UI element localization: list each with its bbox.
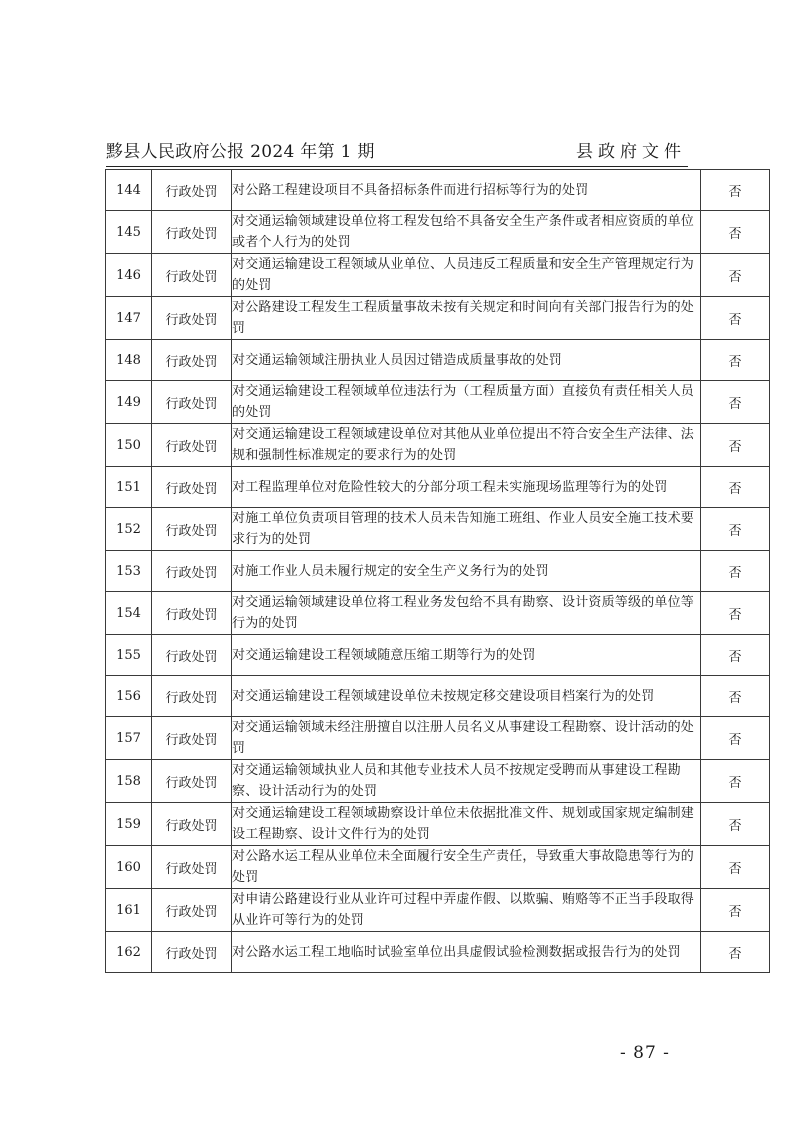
power-item-cell: 对公路水运工程从业单位未全面履行安全生产责任，导致重大事故隐患等行为的处罚 (232, 846, 701, 889)
power-item-cell: 对公路建设工程发生工程质量事故未按有关规定和时间向有关部门报告行为的处罚 (232, 297, 701, 340)
row-number: 159 (106, 803, 152, 846)
row-number: 146 (106, 254, 152, 297)
table-row (106, 211, 770, 254)
table-row (106, 676, 770, 717)
power-type-cell: 行政处罚 (152, 508, 232, 551)
row-number: 152 (106, 508, 152, 551)
flag-cell: 否 (701, 508, 770, 551)
power-item-cell: 对交通运输领域注册执业人员因过错造成质量事故的处罚 (232, 340, 701, 381)
flag-cell: 否 (701, 635, 770, 676)
page-number: - 87 - (620, 1043, 670, 1063)
power-list-table (105, 169, 770, 973)
table-row (106, 254, 770, 297)
table-row (106, 717, 770, 760)
row-number: 147 (106, 297, 152, 340)
power-item-cell: 对交通运输建设工程领域随意压缩工期等行为的处罚 (232, 635, 701, 676)
power-item-cell: 对交通运输领域执业人员和其他专业技术人员不按规定受聘而从事建设工程勘察、设计活动行为的处罚 (232, 760, 701, 803)
table-row (106, 424, 770, 467)
row-number: 144 (106, 170, 152, 211)
flag-cell: 否 (701, 803, 770, 846)
power-type-cell: 行政处罚 (152, 932, 232, 973)
table-row (106, 932, 770, 973)
power-type-cell: 行政处罚 (152, 592, 232, 635)
power-type-cell: 行政处罚 (152, 340, 232, 381)
row-number: 145 (106, 211, 152, 254)
table-row (106, 592, 770, 635)
power-type-cell: 行政处罚 (152, 467, 232, 508)
power-type-cell: 行政处罚 (152, 297, 232, 340)
flag-cell: 否 (701, 340, 770, 381)
power-item-cell: 对交通运输领域建设单位将工程业务发包给不具有勘察、设计资质等级的单位等行为的处罚 (232, 592, 701, 635)
flag-cell: 否 (701, 676, 770, 717)
flag-cell: 否 (701, 592, 770, 635)
row-number: 155 (106, 635, 152, 676)
table-row (106, 508, 770, 551)
power-type-cell: 行政处罚 (152, 381, 232, 424)
row-number: 160 (106, 846, 152, 889)
row-number: 153 (106, 551, 152, 592)
power-type-cell: 行政处罚 (152, 760, 232, 803)
section-title: 县政府文件 (576, 142, 686, 162)
power-item-cell: 对施工单位负责项目管理的技术人员未告知施工班组、作业人员安全施工技术要求行为的处罚 (232, 508, 701, 551)
flag-cell: 否 (701, 932, 770, 973)
power-item-cell: 对交通运输领域建设单位将工程发包给不具备安全生产条件或者相应资质的单位或者个人行为的处罚 (232, 211, 701, 254)
table-row (106, 340, 770, 381)
row-number: 162 (106, 932, 152, 973)
row-number: 150 (106, 424, 152, 467)
flag-cell: 否 (701, 211, 770, 254)
table-row (106, 170, 770, 211)
table-row (106, 760, 770, 803)
power-item-cell: 对工程监理单位对危险性较大的分部分项工程未实施现场监理等行为的处罚 (232, 467, 701, 508)
table-row (106, 297, 770, 340)
flag-cell: 否 (701, 760, 770, 803)
table-row (106, 889, 770, 932)
table-row (106, 846, 770, 889)
row-number: 157 (106, 717, 152, 760)
flag-cell: 否 (701, 551, 770, 592)
power-item-cell: 对交通运输建设工程领域从业单位、人员违反工程质量和安全生产管理规定行为的处罚 (232, 254, 701, 297)
table-row (106, 635, 770, 676)
power-item-cell: 对申请公路建设行业从业许可过程中弄虚作假、以欺骗、贿赂等不正当手段取得从业许可等行为的处罚 (232, 889, 701, 932)
flag-cell: 否 (701, 846, 770, 889)
table-row (106, 551, 770, 592)
table-body (106, 170, 770, 973)
row-number: 149 (106, 381, 152, 424)
row-number: 156 (106, 676, 152, 717)
gazette-issue-title: 黟县人民政府公报 2024 年第 1 期 (106, 142, 375, 162)
row-number: 148 (106, 340, 152, 381)
flag-cell: 否 (701, 889, 770, 932)
flag-cell: 否 (701, 381, 770, 424)
power-type-cell: 行政处罚 (152, 846, 232, 889)
row-number: 154 (106, 592, 152, 635)
power-type-cell: 行政处罚 (152, 424, 232, 467)
power-item-cell: 对交通运输建设工程领域勘察设计单位未依据批准文件、规划或国家规定编制建设工程勘察、设计文件行为的处罚 (232, 803, 701, 846)
row-number: 151 (106, 467, 152, 508)
power-type-cell: 行政处罚 (152, 254, 232, 297)
flag-cell: 否 (701, 467, 770, 508)
flag-cell: 否 (701, 717, 770, 760)
power-type-cell: 行政处罚 (152, 635, 232, 676)
power-type-cell: 行政处罚 (152, 170, 232, 211)
power-item-cell: 对公路水运工程工地临时试验室单位出具虚假试验检测数据或报告行为的处罚 (232, 932, 701, 973)
table-row (106, 467, 770, 508)
power-type-cell: 行政处罚 (152, 676, 232, 717)
power-item-cell: 对交通运输建设工程领域建设单位未按规定移交建设项目档案行为的处罚 (232, 676, 701, 717)
flag-cell: 否 (701, 424, 770, 467)
power-type-cell: 行政处罚 (152, 889, 232, 932)
table-row (106, 803, 770, 846)
flag-cell: 否 (701, 297, 770, 340)
power-type-cell: 行政处罚 (152, 803, 232, 846)
flag-cell: 否 (701, 170, 770, 211)
power-type-cell: 行政处罚 (152, 717, 232, 760)
power-item-cell: 对交通运输建设工程领域建设单位对其他从业单位提出不符合安全生产法律、法规和强制性标准规定的要求行为的处罚 (232, 424, 701, 467)
flag-cell: 否 (701, 254, 770, 297)
row-number: 158 (106, 760, 152, 803)
running-header (106, 138, 688, 167)
row-number: 161 (106, 889, 152, 932)
power-item-cell: 对交通运输建设工程领域单位违法行为（工程质量方面）直接负有责任相关人员的处罚 (232, 381, 701, 424)
table-row (106, 381, 770, 424)
power-type-cell: 行政处罚 (152, 551, 232, 592)
power-item-cell: 对交通运输领域未经注册擅自以注册人员名义从事建设工程勘察、设计活动的处罚 (232, 717, 701, 760)
power-type-cell: 行政处罚 (152, 211, 232, 254)
power-item-cell: 对公路工程建设项目不具备招标条件而进行招标等行为的处罚 (232, 170, 701, 211)
power-item-cell: 对施工作业人员未履行规定的安全生产义务行为的处罚 (232, 551, 701, 592)
